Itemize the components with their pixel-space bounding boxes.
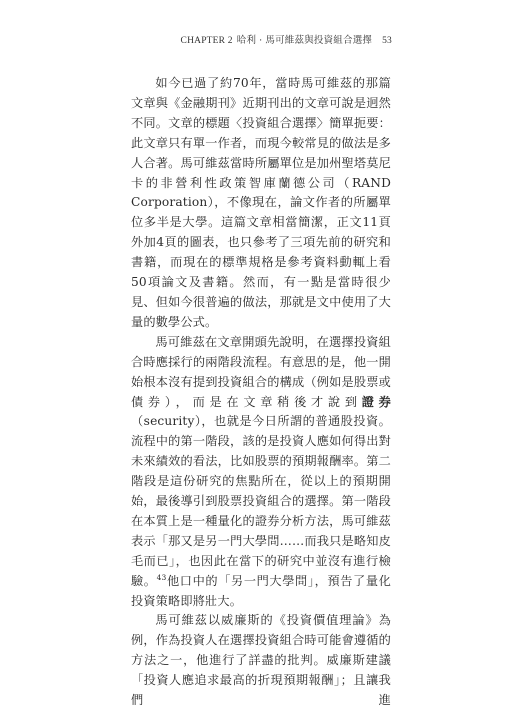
bold-term-securities: 證券 xyxy=(361,394,391,409)
title-separator: · xyxy=(259,35,263,46)
running-header xyxy=(181,32,392,46)
paragraph-1: 如今已過了約70年，當時馬可維茲的那篇文章與《金融期刊》近期刊出的文章可說是迥然不同。文章的標題〈投資組合選擇〉簡單扼要：此文章只有單一作者，而現今較常見的做法是多人合著。馬可維茲當時所屬單位是加州聖塔莫尼卡的非營利性政策智庫蘭德公司（RAND Corporation），不像現在，論文作者的所屬單位多半是大學。這篇文章相當簡潔，正文11頁外加4頁的圖表，也只參考了三項先前的研究和書籍，而現在的標準規格是參考資料動輒上看50項論文及書籍。然而，有一點是當時很少見、但如今很普遍的做法，那就是文中使用了大量的數學公式。 xyxy=(131,76,391,329)
body-text xyxy=(131,74,391,711)
paragraph-2-part-1: 馬可維茲在文章開頭先說明，在選擇投資組合時應採行的兩階段流程。有意思的是，他一開始根本沒有提到投資組合的構成（例如是股票或債券），而是在文章稍後才說到 xyxy=(131,334,391,409)
paragraph-2 xyxy=(131,333,391,612)
footnote-reference: 43 xyxy=(156,572,167,582)
page-number: 53 xyxy=(382,36,392,46)
chapter-title: 哈利 xyxy=(236,35,257,46)
paragraph-3: 馬可維茲以威廉斯的《投資價值理論》為例，作為投資人在選擇投資組合時可能會遵循的方法之一，他進行了詳盡的批判。威廉斯建議「投資人應追求最高的折現預期報酬」；且讓我們進 xyxy=(131,613,391,708)
paragraph-2-part-2: （security），也就是今日所謂的普通股投資。流程中的第一階段，該的是投資人應如何得出對未來績效的看法，比如股票的預期報酬率。第二階段是這份研究的焦點所在，從以上的預期開始，最後導引到股票投資組合的選擇。第一階段在本質上是一種量化的證券分析方法，馬可維茲表示「那又是另一門大學問……而我只是略知皮毛而已」，也因此在當下的研究中並沒有進行檢驗。 xyxy=(131,414,391,588)
chapter-label: CHAPTER 2 xyxy=(180,36,233,46)
section-title: 馬可維茲與投資組合選擇 xyxy=(265,35,373,46)
paragraph-2-part-3: 他口中的「另一門大學問」，預告了量化投資策略即將壯大。 xyxy=(131,573,391,608)
